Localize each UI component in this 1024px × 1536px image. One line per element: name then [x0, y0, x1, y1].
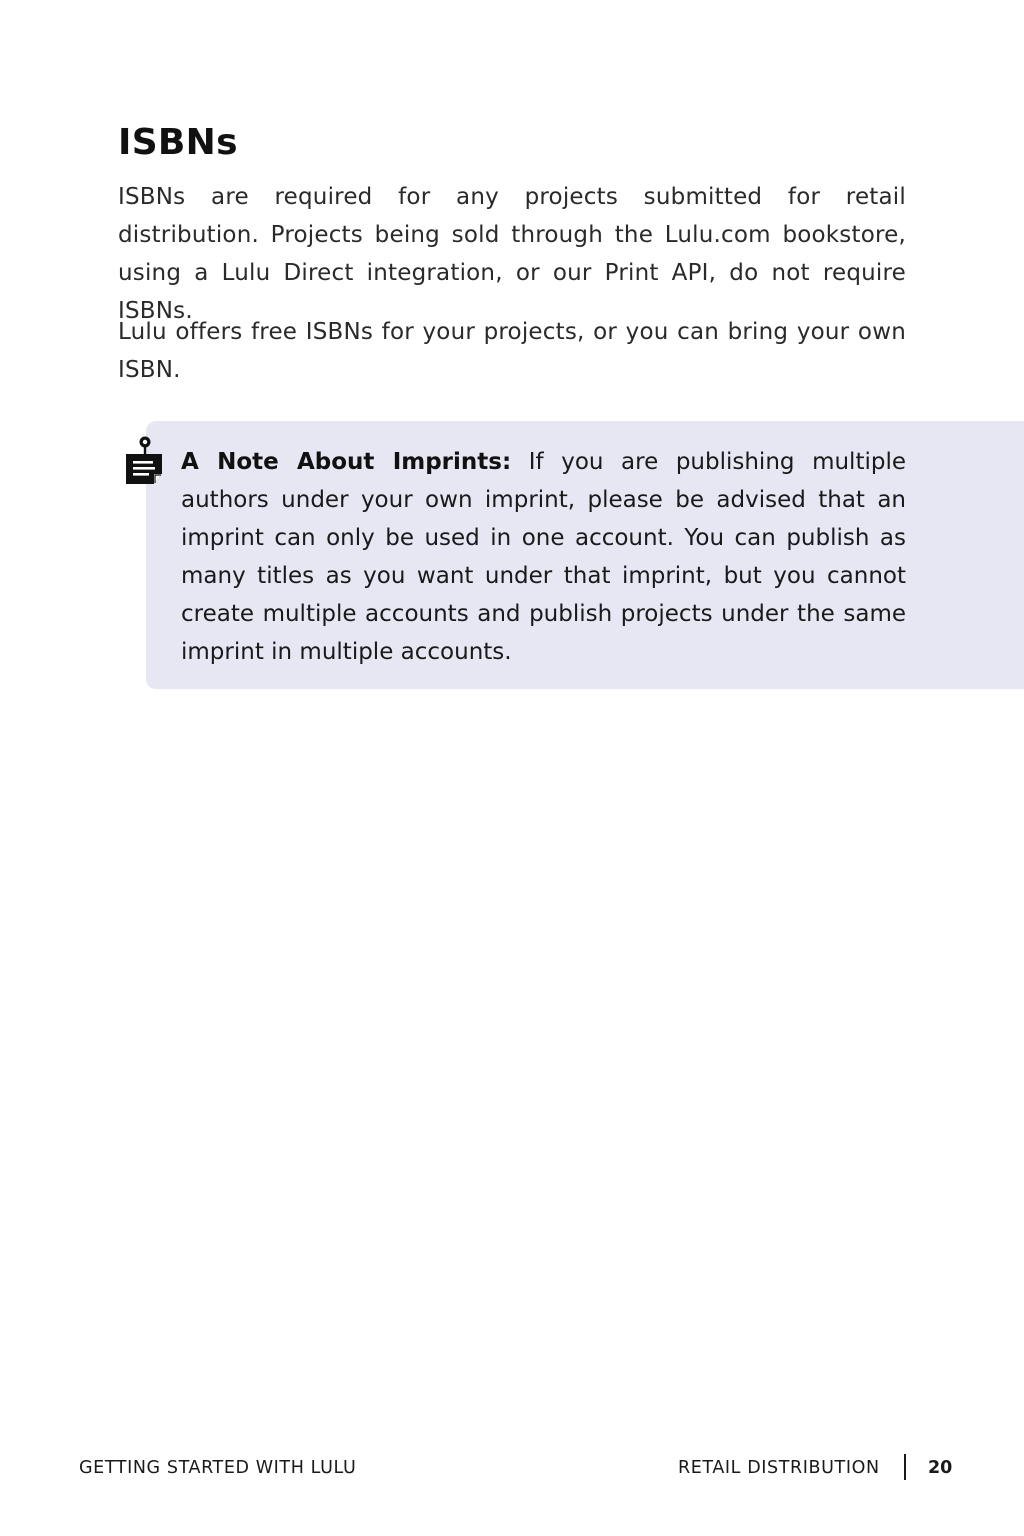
body-paragraph-1: ISBNs are required for any projects submitted for retail distribution. Projects being sold through the Lulu.com bookstore, using a Lulu Direct integration, or our Print API, do not require ISBNs.: [118, 184, 906, 324]
footer-divider: [904, 1454, 906, 1480]
page-number: 20: [928, 1458, 953, 1478]
body-paragraph-2: Lulu offers free ISBNs for your projects, or you can bring your own ISBN.: [118, 319, 906, 383]
note-label: A Note About Imprints:: [181, 449, 512, 475]
footer-chapter: RETAIL DISTRIBUTION: [678, 1458, 880, 1478]
note-pin-icon: [123, 434, 167, 488]
note-text: [181, 443, 906, 671]
section-title: ISBNs: [118, 122, 238, 163]
footer-book-title: GETTING STARTED WITH LULU: [79, 1458, 357, 1478]
note-body: If you are publishing multiple authors under your own imprint, please be advised that an imprint can only be used in one account. You can publish as many titles as you want under that imprint, but you cannot create multiple accounts and publish projects under the same imprint in multiple accounts.: [181, 449, 906, 665]
